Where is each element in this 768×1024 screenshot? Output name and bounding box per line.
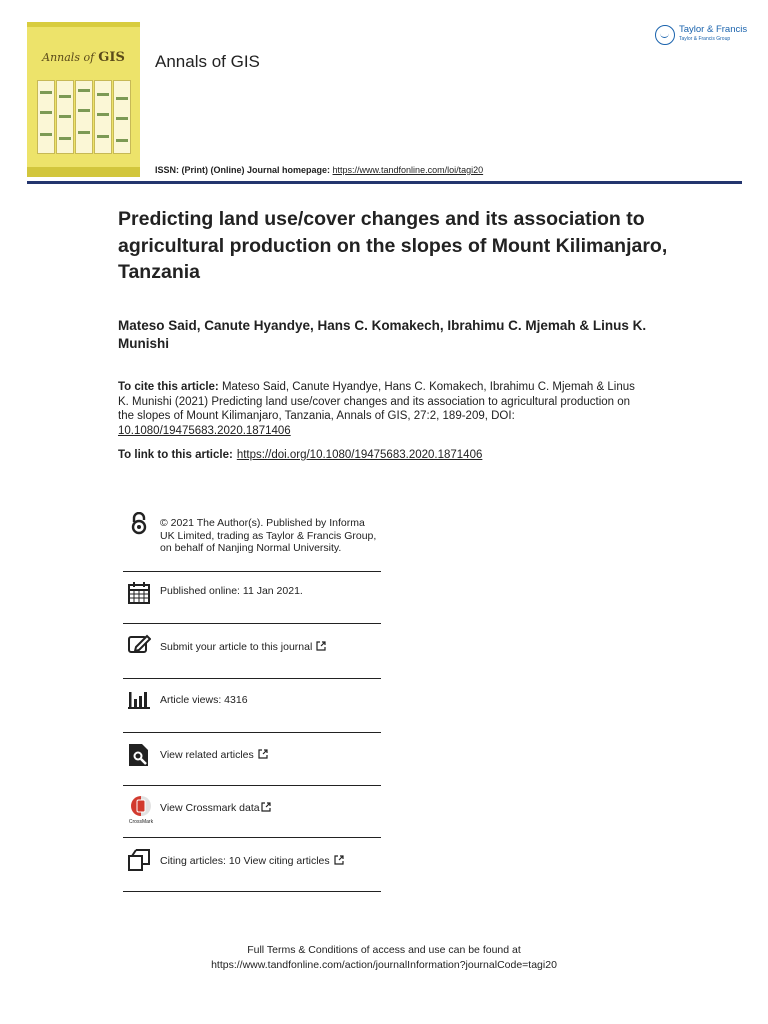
related-articles-icon [127,743,151,767]
crossmark-badge-label: CrossMark [128,819,154,825]
publisher-logo-icon [655,25,675,45]
related-row[interactable] [123,733,381,786]
article-info-list [123,508,381,892]
header-rule [27,181,742,184]
cover-bottom-strip [27,167,140,177]
calendar-icon [127,581,151,605]
citing-articles-icon [127,848,151,872]
submit-row[interactable] [123,624,381,679]
article-doi-link[interactable]: https://doi.org/10.1080/19475683.2020.1871406 [236,449,483,461]
citation-doi-link[interactable]: 10.1080/19475683.2020.1871406 [118,424,291,437]
related-text: View related articles [160,749,254,761]
citing-row[interactable] [123,838,381,892]
article-authors: Mateso Said, Canute Hyandye, Hans C. Komakech, Ibrahimu C. Mjemah & Linus K. Munishi [118,318,647,351]
citing-link[interactable] [160,855,382,868]
crossmark-icon [127,795,155,825]
related-link[interactable] [160,749,382,762]
cover-top-strip [27,22,140,27]
article-title: Predicting land use/cover changes and its association to agricultural production on the slopes of Mount Kilimanjaro, Tanzania [118,208,668,283]
external-link-icon [316,641,326,651]
open-access-icon [127,512,151,536]
article-link-label: To link to this article: [118,449,233,461]
citation-text: Mateso Said, Canute Hyandye, Hans C. Komakech, Ibrahimu C. Mjemah & Linus K. Munishi (2021) Predicting land use/cover changes and its association to agricultural production on the slopes of Mount Kilimanjaro, Tanzania, Annals of GIS, 27:2, 189-209, DOI: [118,381,635,422]
open-access-text: © 2021 The Author(s). Published by Informa UK Limited, trading as Taylor & Francis Group, on behalf of Nanjing Normal University. [160,517,377,554]
issn-text: ISSN: (Print) (Online) Journal homepage: [155,165,333,175]
bar-chart-icon [127,686,151,710]
submit-text: Submit your article to this journal [160,641,313,653]
publisher-logo[interactable] [655,22,750,48]
publisher-name: Taylor & Francis [679,24,748,35]
external-link-icon [258,749,268,759]
citation-block [118,380,648,438]
cover-figure [113,80,131,154]
footer-terms-url[interactable]: https://www.tandfonline.com/action/journalInformation?journalCode=tagi20 [211,958,557,971]
published-row [123,572,381,624]
journal-homepage-link[interactable]: https://www.tandfonline.com/loi/tagi20 [332,165,484,175]
article-link-line [118,449,678,461]
journal-name: Annals of GIS [155,52,260,71]
open-access-row [123,508,381,572]
external-link-icon [334,855,344,865]
citation-label: To cite this article: [118,381,219,393]
publisher-subtitle: Taylor & Francis Group [679,36,731,42]
journal-cover [27,22,140,177]
views-row [123,679,381,733]
citing-text: Citing articles: 10 View citing articles [160,855,330,867]
submit-link[interactable] [160,641,382,654]
edit-icon [127,633,151,657]
issn-line [155,165,483,175]
views-text: Article views: 4316 [160,694,248,706]
cover-figure [94,80,112,154]
cover-figure [56,80,74,154]
crossmark-link[interactable] [160,802,382,815]
cover-title: Annals of GIS [42,50,125,65]
cover-figure [75,80,93,154]
published-text: Published online: 11 Jan 2021. [160,585,303,597]
cover-figure [37,80,55,154]
crossmark-text: View Crossmark data [160,802,260,814]
crossmark-row[interactable] [123,786,381,838]
footer-terms-line: Full Terms & Conditions of access and use can be found at [247,944,521,956]
footer [0,943,768,972]
external-link-icon [261,802,271,812]
